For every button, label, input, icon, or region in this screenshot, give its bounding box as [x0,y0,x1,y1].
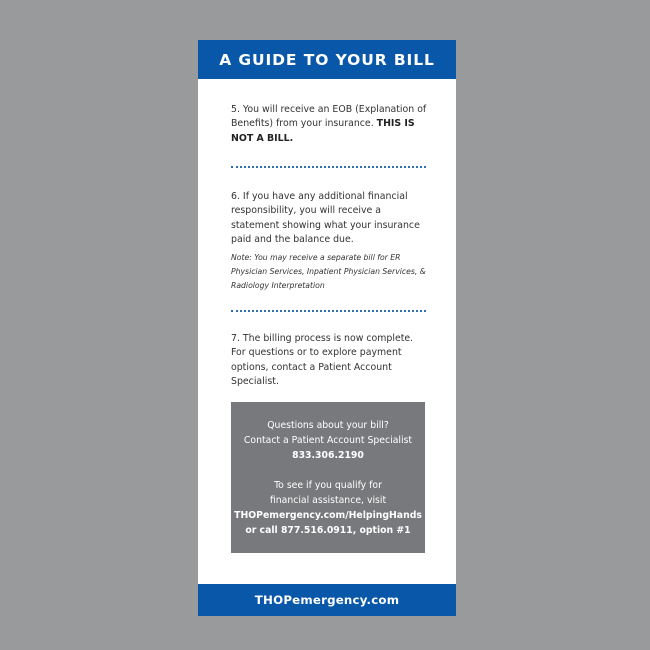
step-7 [231,332,427,390]
dotted-divider [231,310,426,312]
page-title: A GUIDE TO YOUR BILL [198,40,456,79]
contact-phone[interactable]: 833.306.2190 [292,450,364,461]
assistance-url-link[interactable]: THOPemergency.com/HelpingHands [234,510,422,521]
assistance-phone[interactable]: or call 877.516.0911, option #1 [245,525,411,536]
assistance-line-2: financial assistance, visit [269,495,387,506]
contact-question: Questions about your bill? [267,420,389,431]
assistance-line-1: To see if you qualify for [274,480,382,491]
contact-specialist: Contact a Patient Account Specialist [243,435,413,446]
dotted-divider [231,166,426,168]
contact-info-box [231,402,425,553]
spacer [231,463,425,478]
step-6 [231,190,427,294]
bill-guide-card [198,40,456,616]
step-5-emphasis: THIS IS NOT A BILL. [231,118,415,144]
step-5 [231,103,427,146]
step-6-text: 6. If you have any additional financial responsibility, you will receive a statement showing what your insurance paid and the balance due. [231,191,420,246]
website-link[interactable]: THOPemergency.com [198,584,456,616]
step-5-text: 5. You will receive an EOB (Explanation of Benefits) from your insurance. [231,104,427,130]
step-6-note: Note: You may receive a separate bill for ER Physician Services, Inpatient Physician Services, & Radiology Interpretation [231,252,426,291]
step-7-text: 7. The billing process is now complete. For questions or to explore payment options, contact a Patient Account Specialist. [231,333,414,388]
